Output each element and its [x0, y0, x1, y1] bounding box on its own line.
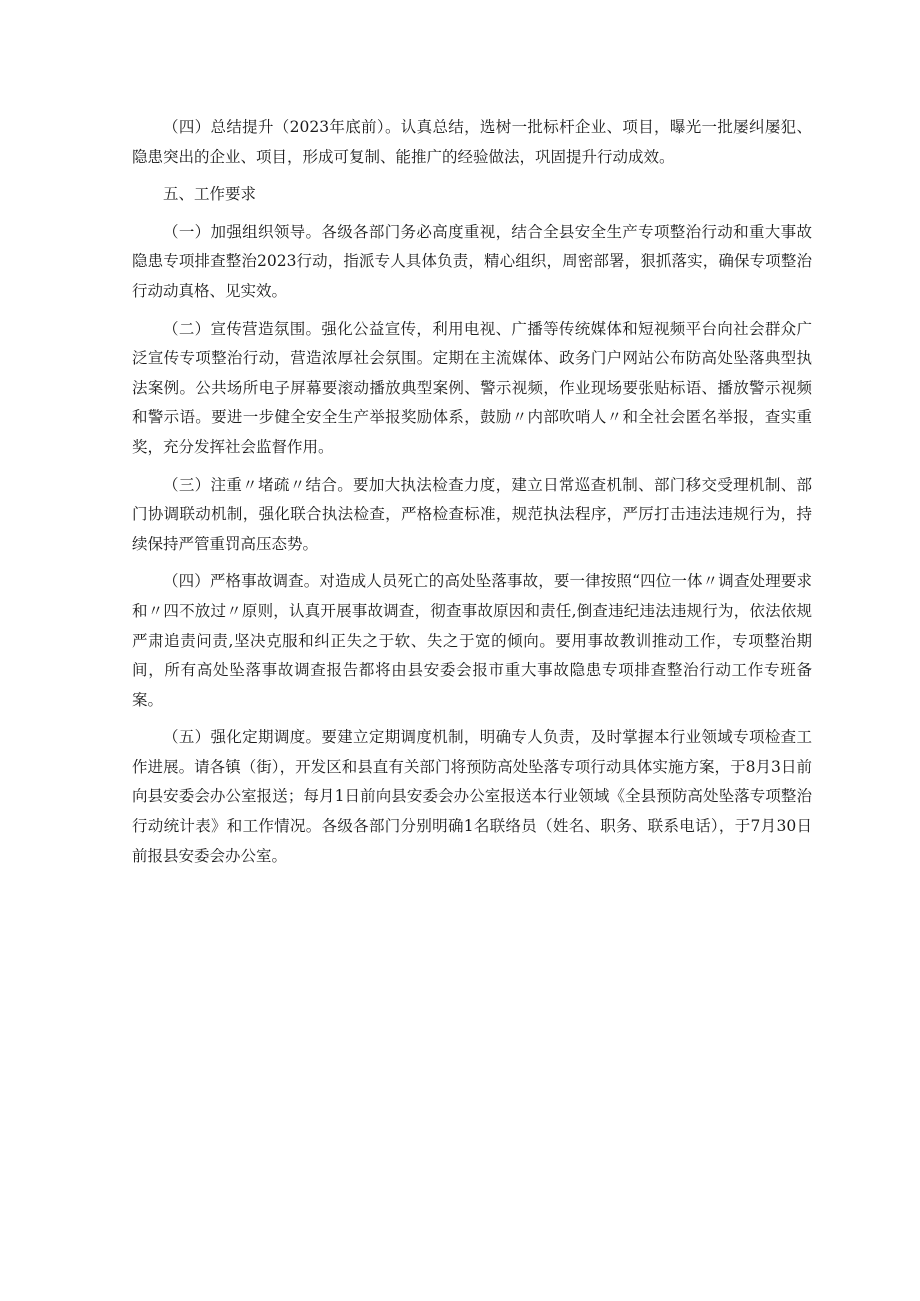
paragraph-summary-stage: （四）总结提升（2023年底前）。认真总结，选树一批标杆企业、项目，曝光一批屡纠屡犯、隐患突出的企业、项目，形成可复制、能推广的经验做法，巩固提升行动成效。: [132, 118, 812, 166]
paragraph-requirement-4: （四）严格事故调查。对造成人员死亡的高处坠落事故，要一律按照“四位一体〃调查处理要求和〃四不放过〃原则，认真开展事故调查，彻查事故原因和责任,倒查违纪违法违规行为，依法依规严肃追责问责,坚决克服和纠正失之于软、失之于宽的倾向。要用事故教训推动工作，专项整治期间，所有高处坠落事故调查报告都将由县安委会报市重大事故隐患专项排查整治行动工作专班备案。: [132, 572, 812, 709]
paragraph-requirement-5: （五）强化定期调度。要建立定期调度机制，明确专人负责，及时掌握本行业领域专项检查工作进展。请各镇（街），开发区和县直有关部门将预防高处坠落专项行动具体实施方案，于8月3日前向县安委会办公室报送；每月1日前向县安委会办公室报送本行业领域《全县预防高处坠落专项整治行动统计表》和工作情况。各级各部门分别明确1名联络员（姓名、职务、联系电话），于7月30日前报县安委会办公室。: [132, 728, 812, 865]
paragraph-requirement-2: （二）宣传营造氛围。强化公益宣传，利用电视、广播等传统媒体和短视频平台向社会群众广泛宣传专项整治行动，营造浓厚社会氛围。定期在主流媒体、政务门户网站公布防高处坠落典型执法案例。公共场所电子屏幕要滚动播放典型案例、警示视频，作业现场要张贴标语、播放警示视频和警示语。要进一步健全安全生产举报奖励体系，鼓励〃内部吹哨人〃和全社会匿名举报，查实重奖，充分发挥社会监督作用。: [132, 319, 812, 456]
paragraph-requirement-1: （一）加强组织领导。各级各部门务必高度重视，结合全县安全生产专项整治行动和重大事故隐患专项排查整治2023行动，指派专人具体负责，精心组织，周密部署，狠抓落实，确保专项整治行动动真格、见实效。: [132, 222, 812, 300]
document-body: [132, 113, 812, 879]
section-heading-work-requirements: 五、工作要求: [163, 185, 257, 204]
paragraph-requirement-3: （三）注重〃堵疏〃结合。要加大执法检查力度，建立日常巡查机制、部门移交受理机制、部门协调联动机制，强化联合执法检查，严格检查标准，规范执法程序，严厉打击违法违规行为，持续保持严管重罚高压态势。: [132, 475, 812, 553]
